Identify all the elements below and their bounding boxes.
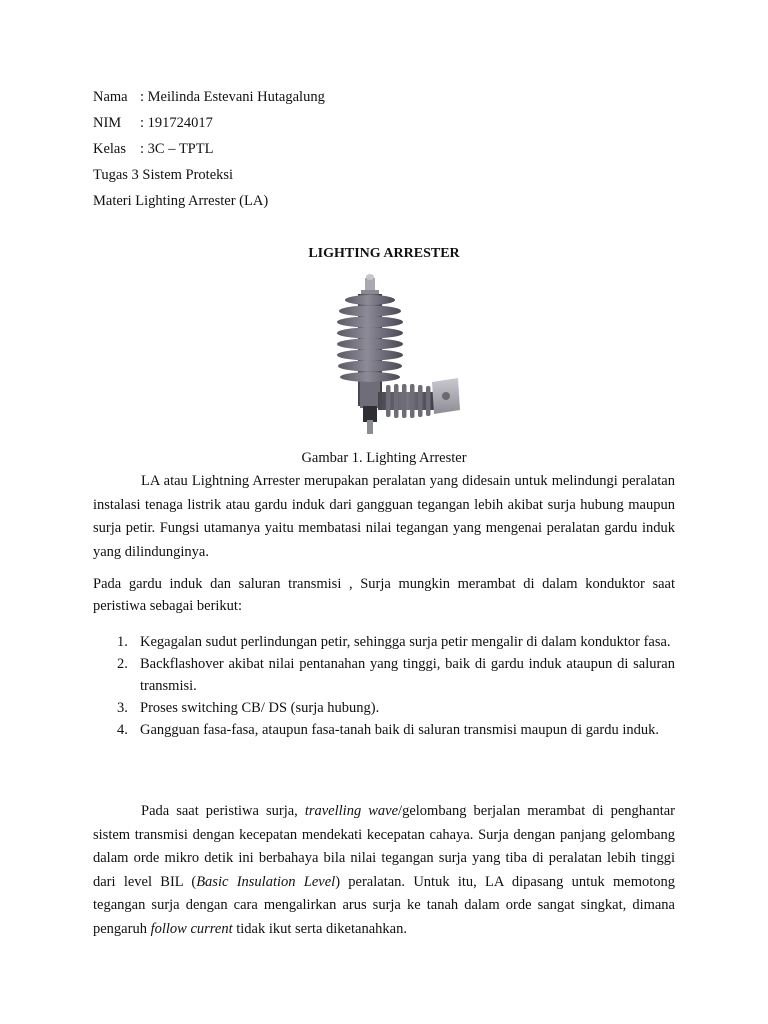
list-number: 1.: [117, 634, 128, 650]
paragraph-3-text: tidak ikut serta diketanahkan.: [232, 920, 407, 937]
figure-caption: Gambar 1. Lighting Arrester: [301, 450, 467, 466]
materi-line: Materi Lighting Arrester (LA): [93, 193, 269, 209]
list-text: Proses switching CB/ DS (surja hubung).: [140, 700, 380, 716]
nim-label: NIM: [93, 115, 122, 131]
paragraph-3-text: /gelombang berjalan merambat di penghantar sistem transmisi dengan kecepatan mendekati kecepatan cahaya. Surja dengan panjang gelombang dalam orde mikro detik ini berbahaya bila nilai tegangan surja yang tiba di peralatan lebih tinggi dari level BIL (: [93, 803, 675, 890]
document-title: LIGHTING ARRESTER: [308, 246, 460, 261]
nama-value: : Meilinda Estevani Hutagalung: [140, 89, 325, 105]
lightning-arrester-illustration: [268, 270, 498, 442]
paragraph-3: [93, 800, 675, 941]
list-text: Kegagalan sudut perlindungan petir, sehingga surja petir mengalir di dalam konduktor fasa.: [140, 634, 671, 650]
list-item: [93, 697, 675, 719]
nama-label: Nama: [93, 89, 128, 105]
tugas-line: Tugas 3 Sistem Proteksi: [93, 167, 234, 183]
paragraph-3-text: ) peralatan. Untuk itu, LA dipasang untuk memotong tegangan surja dengan cara mengalirkan arus surja ke tanah dalam orde sangat singkat, dimana pengaruh: [93, 873, 676, 937]
kelas-value: : 3C – TPTL: [140, 141, 214, 157]
nim-line: [93, 114, 213, 132]
nim-value: : 191724017: [140, 115, 213, 131]
paragraph-1: LA atau Lightning Arrester merupakan peralatan yang didesain untuk melindungi peralatan instalasi tenaga listrik atau gardu induk dari gangguan tegangan lebih akibat surja hubung maupun surja petir. Fungsi utamanya yaitu membatasi nilai tegangan yang mengenai peralatan gardu induk yang dilindunginya.: [93, 473, 675, 560]
list-number: 2.: [117, 656, 128, 672]
surge-cause-list: [93, 631, 675, 741]
term-basic-insulation-level: Basic Insulation Level: [196, 873, 336, 890]
term-follow-current: follow current: [150, 920, 233, 937]
list-item: [93, 631, 675, 653]
list-number: 4.: [117, 722, 128, 738]
term-travelling-wave: travelling wave: [304, 803, 399, 819]
kelas-label: Kelas: [93, 141, 127, 157]
list-item: [93, 719, 675, 741]
paragraph-2: Pada gardu induk dan saluran transmisi , Surja mungkin merambat di dalam konduktor saat peristiwa sebagai berikut:: [93, 576, 675, 614]
kelas-line: [93, 140, 213, 158]
paragraph-3-text: Pada saat peristiwa surja,: [141, 803, 305, 819]
list-text: Backflashover akibat nilai pentanahan yang tinggi, baik di gardu induk ataupun di saluran transmisi.: [140, 656, 675, 694]
list-number: 3.: [117, 700, 128, 716]
list-item: [93, 653, 675, 697]
nama-line: [93, 88, 325, 106]
list-text: Gangguan fasa-fasa, ataupun fasa-tanah baik di saluran transmisi maupun di gardu induk.: [140, 722, 660, 738]
